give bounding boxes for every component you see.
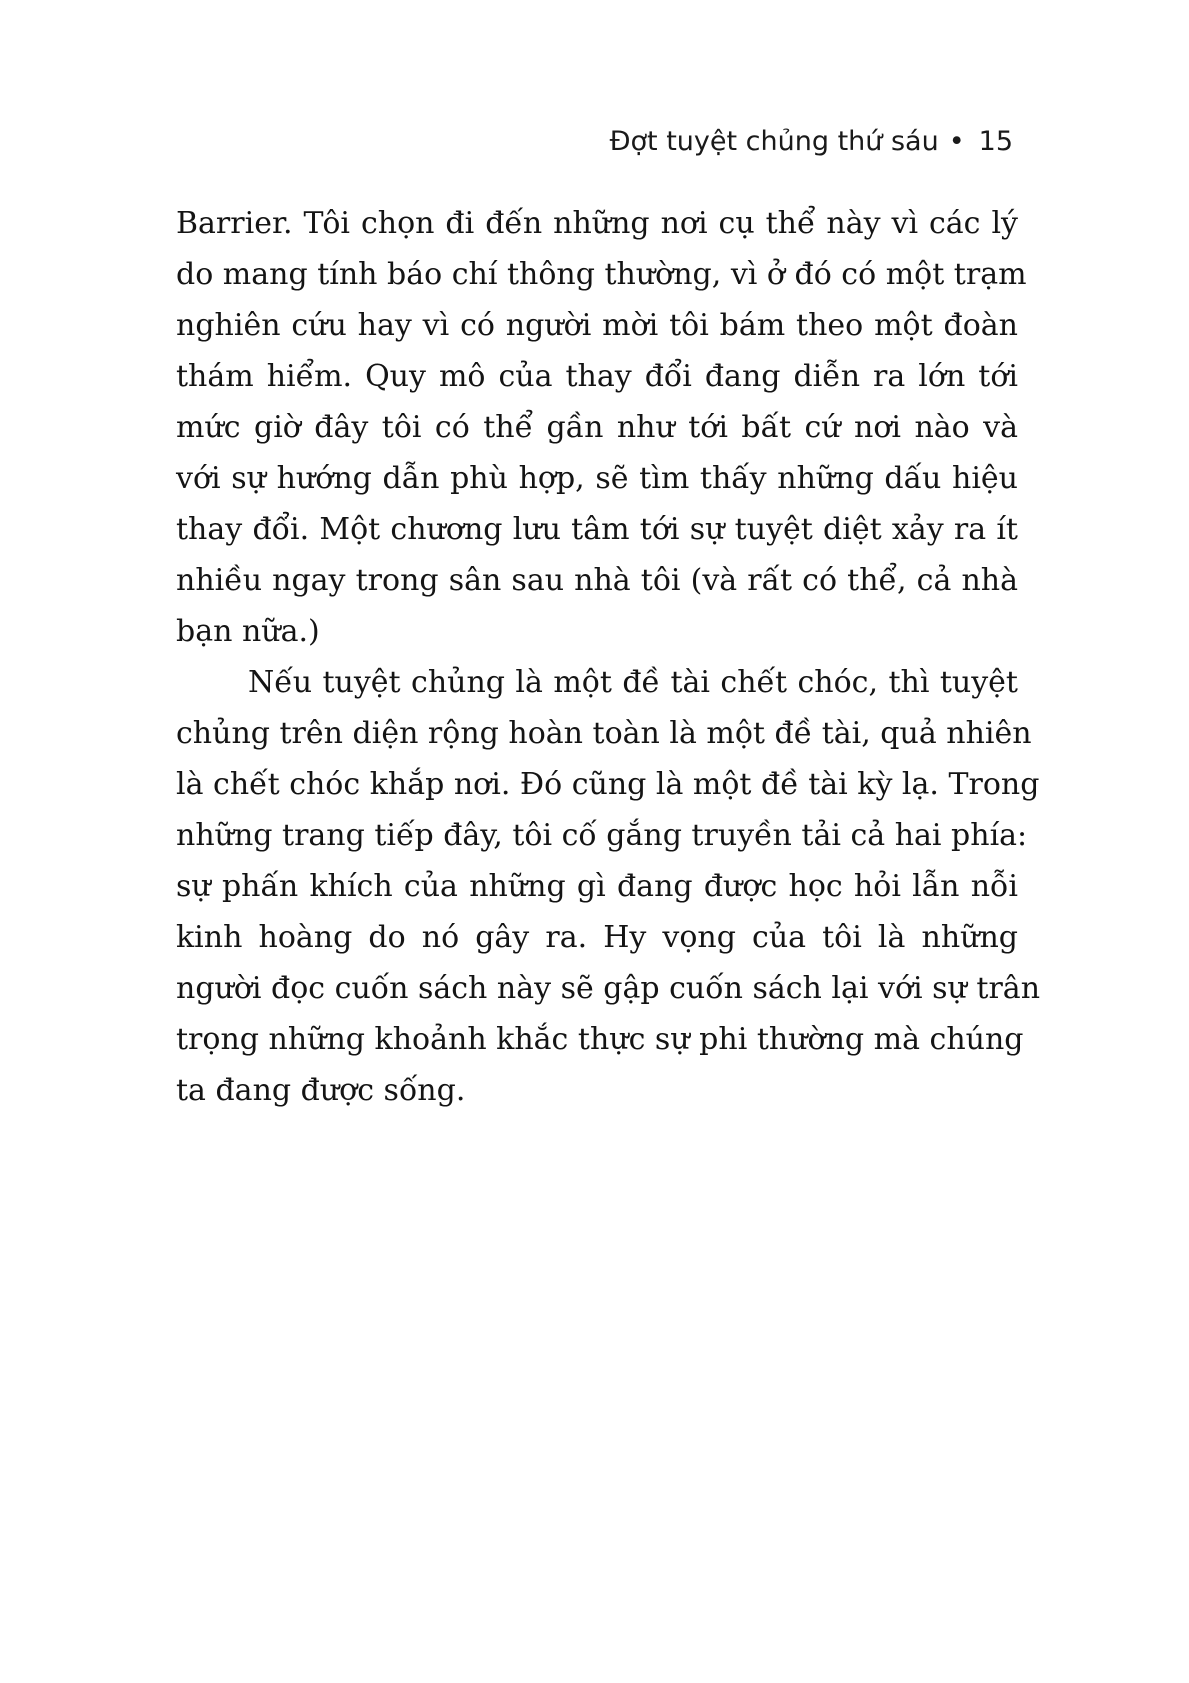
text-line: mức giờ đây tôi có thể gần như tới bất cứ nơi nào và [176,410,1018,445]
paragraph-1 [176,198,1027,657]
text-line: với sự hướng dẫn phù hợp, sẽ tìm thấy những dấu hiệu [176,461,1018,496]
text-line: người đọc cuốn sách này sẽ gập cuốn sách lại với sự trân [176,971,1041,1006]
text-line: những trang tiếp đây, tôi cố gắng truyền tải cả hai phía: [176,818,1028,853]
text-line: kinh hoàng do nó gây ra. Hy vọng của tôi là những [176,920,1018,955]
page-number: 15 [978,126,1013,157]
text-line: chủng trên diện rộng hoàn toàn là một đề tài, quả nhiên [176,716,1032,751]
paragraph-2 [176,657,1041,1116]
text-line: nhiều ngay trong sân sau nhà tôi (và rất có thể, cả nhà [176,563,1018,598]
text-line: do mang tính báo chí thông thường, vì ở đó có một trạm [176,257,1027,292]
text-line: Nếu tuyệt chủng là một đề tài chết chóc, thì tuyệt [248,665,1018,700]
header-separator: • [948,126,965,157]
text-line: bạn nữa.) [176,614,320,649]
text-line: trọng những khoảnh khắc thực sự phi thường mà chúng [176,1022,1024,1057]
body-text [176,198,1041,1116]
text-line: nghiên cứu hay vì có người mời tôi bám theo một đoàn [176,308,1018,343]
text-line: thay đổi. Một chương lưu tâm tới sự tuyệt diệt xảy ra ít [176,512,1018,547]
running-header [610,124,1013,160]
text-line: thám hiểm. Quy mô của thay đổi đang diễn ra lớn tới [176,359,1018,394]
text-line: Barrier. Tôi chọn đi đến những nơi cụ thể này vì các lý [176,206,1018,241]
text-line: sự phấn khích của những gì đang được học hỏi lẫn nỗi [176,869,1018,904]
text-line: ta đang được sống. [176,1073,466,1108]
chapter-title: Đợt tuyệt chủng thứ sáu [609,126,939,157]
text-line: là chết chóc khắp nơi. Đó cũng là một đề tài kỳ lạ. Trong [176,767,1040,802]
